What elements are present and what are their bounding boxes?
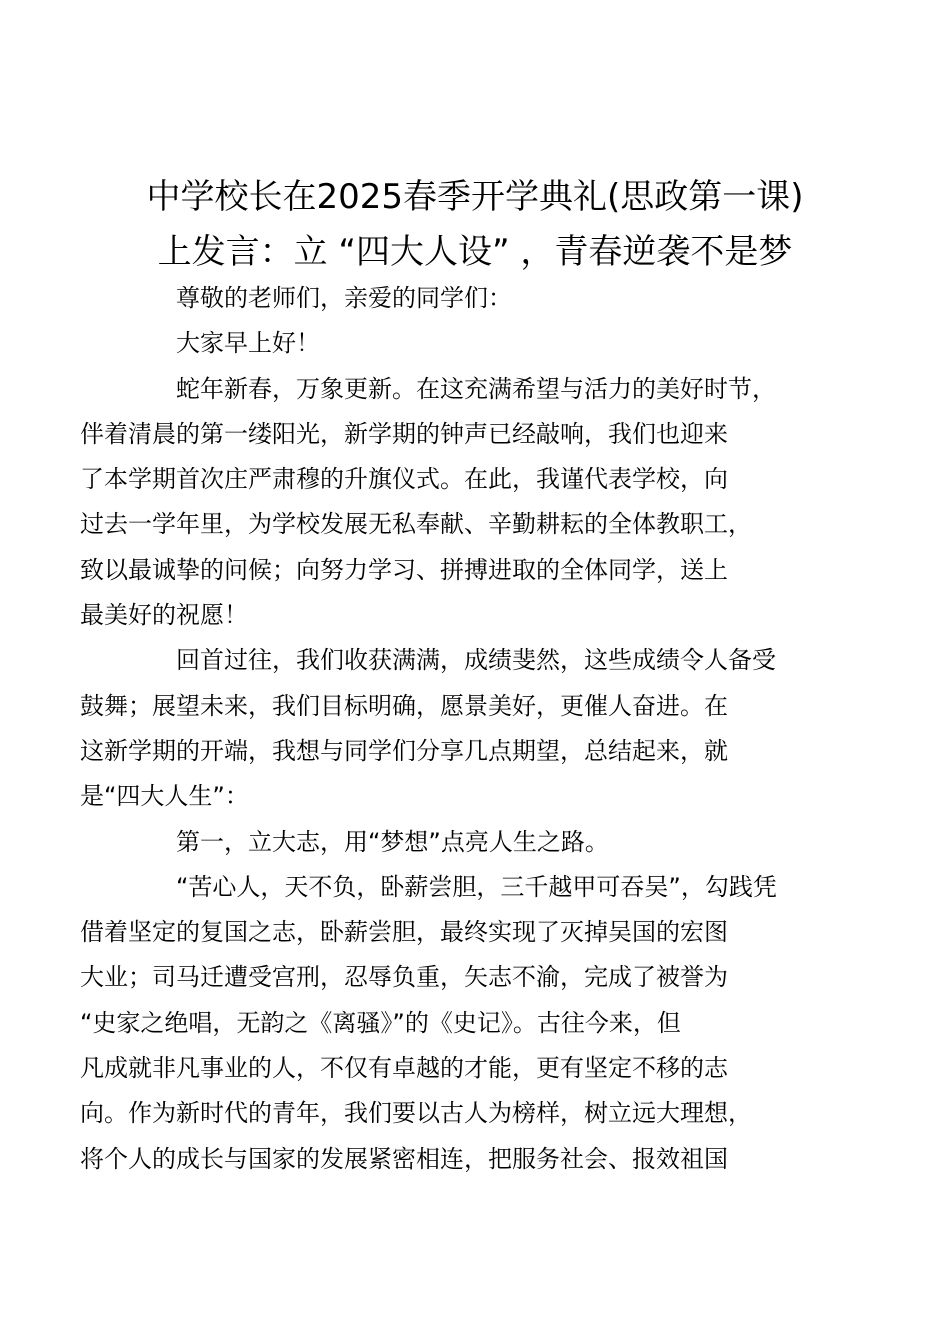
- text-line: 了本学期首次庄严肃穆的升旗仪式。在此，我谨代表学校，向: [80, 465, 728, 494]
- document-title: [100, 170, 850, 280]
- text-line: 凡成就非凡事业的人，不仅有卓越的才能，更有坚定不移的志: [80, 1054, 728, 1083]
- text-line: 回首过往，我们收获满满，成绩斐然，这些成绩令人备受: [176, 646, 776, 675]
- paragraph-greeting: [128, 321, 834, 366]
- title-line-2: 上发言：立 “四大人设” ，青春逆袭不是梦: [157, 232, 793, 272]
- text-line: 借着坚定的复国之志，卧薪尝胆，最终实现了灭掉吴国的宏图: [80, 918, 728, 947]
- text-line: 伴着清晨的第一缕阳光，新学期的钟声已经敲响，我们也迎来: [80, 419, 728, 448]
- text-line: “史家之绝唱，无韵之《离骚》”的《史记》。古往今来，但: [80, 1008, 681, 1037]
- text-line: 大业；司马迁遭受宫刑，忍辱负重，矢志不渝，完成了被誉为: [80, 963, 728, 992]
- text-line: 鼓舞；展望未来，我们目标明确，愿景美好，更催人奋进。在: [80, 691, 728, 720]
- text-line: 过去一学年里，为学校发展无私奉献、辛勤耕耘的全体教职工，: [80, 510, 752, 539]
- text-line: 大家早上好！: [176, 329, 320, 358]
- paragraph-section-heading: [128, 820, 834, 865]
- text-line: 尊敬的老师们，亲爱的同学们：: [176, 284, 512, 312]
- text-line: 这新学期的开端，我想与同学们分享几点期望，总结起来，就: [80, 736, 728, 765]
- text-line: 将个人的成长与国家的发展紧密相连，把服务社会、报效祖国: [80, 1144, 728, 1173]
- text-line: 致以最诚挚的问候；向努力学习、拼搏进取的全体同学，送上: [80, 555, 728, 584]
- paragraph-review: [80, 638, 834, 819]
- text-line: 蛇年新春，万象更新。在这充满希望与活力的美好时节，: [176, 374, 776, 403]
- text-line: 最美好的祝愿！: [80, 601, 248, 630]
- text-line: 向。作为新时代的青年，我们要以古人为榜样，树立远大理想，: [80, 1099, 752, 1128]
- text-line: 是“四大人生”：: [80, 782, 249, 811]
- paragraph-opening: [80, 367, 834, 639]
- text-line: 第一，立大志，用“梦想”点亮人生之路。: [176, 827, 609, 856]
- paragraph-body: [80, 865, 834, 1182]
- paragraph-salutation: [128, 276, 834, 321]
- title-line-1: 中学校长在2025春季开学典礼(思政第一课): [146, 177, 804, 217]
- document-body: [80, 276, 834, 1182]
- text-line: “苦心人，天不负，卧薪尝胆，三千越甲可吞吴”，勾践凭: [176, 872, 777, 901]
